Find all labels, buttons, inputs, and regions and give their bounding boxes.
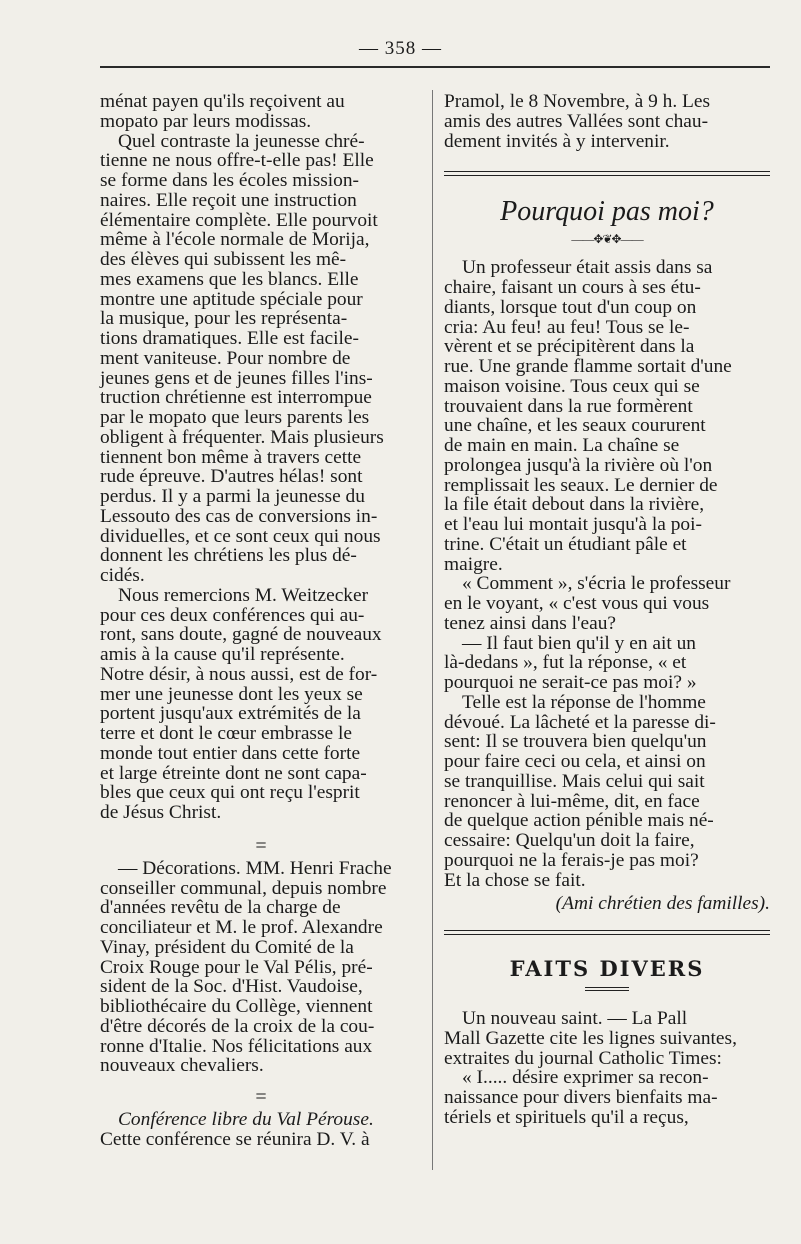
- text-line: Et la chose se fait.: [444, 869, 586, 891]
- text-line: pourquoi ne serait-ce pas moi? »: [444, 672, 697, 693]
- text-line: ménat payen qu'ils reçoivent au: [100, 91, 345, 112]
- text-line: truction chrétienne est interrompue: [100, 387, 372, 409]
- text-line: de main en main. La chaîne se: [444, 435, 680, 456]
- text-line: chaire, faisant un cours à ses étu-: [444, 277, 701, 298]
- text-line: extraites du journal Catholic Times:: [444, 1047, 722, 1069]
- text-line: cidés.: [100, 565, 145, 586]
- text-line: prolongea jusqu'à la rivière où l'on: [444, 454, 713, 476]
- text-line: — Il faut bien qu'il y en ait un: [462, 632, 696, 654]
- text-line: Lessouto des cas de conversions in-: [100, 505, 378, 527]
- text-line: perdus. Il y a parmi la jeunesse du: [100, 486, 365, 507]
- text-line: portent jusqu'aux extrémités de la: [100, 703, 361, 725]
- text-line: conseiller communal, depuis nombre: [100, 877, 387, 899]
- text-line: amis à la cause qu'il représente.: [100, 644, 345, 665]
- text-line: d'années revêtu de la charge de: [100, 897, 341, 919]
- text-line: Un nouveau saint. — La Pall: [462, 1008, 688, 1029]
- text-line: amis des autres Vallées sont chau-: [444, 110, 709, 132]
- section-heading: FAITS DIVERS: [509, 956, 705, 981]
- text-line: tiennent bon même à travers cette: [100, 446, 362, 468]
- text-line: pourquoi ne la ferais-je pas moi?: [444, 849, 699, 871]
- text-line: Conférence libre du Val Pérouse.: [118, 1109, 374, 1130]
- text-line: monde tout entier dans cette forte: [100, 742, 361, 764]
- left-column: [100, 92, 422, 1150]
- text-line: donnent les chrétiens les plus dé-: [100, 545, 357, 567]
- text-line: bles que ceux qui ont reçu l'esprit: [100, 782, 360, 804]
- right-column: [444, 92, 770, 1128]
- text-line: se tranquillise. Mais celui qui sait: [444, 770, 705, 792]
- text-line: sident de la Soc. d'Hist. Vaudoise,: [100, 976, 363, 998]
- text-line: tériels et spirituels qu'il a reçus,: [444, 1106, 689, 1128]
- text-line: conciliateur et M. le prof. Alexandre: [100, 917, 383, 938]
- text-line: pour faire ceci ou cela, et ainsi on: [444, 751, 706, 772]
- text-line: cria: Au feu! au feu! Tous se le-: [444, 316, 690, 338]
- text-line: là-dedans », fut la réponse, « et: [444, 652, 687, 674]
- text-line: Un professeur était assis dans sa: [462, 257, 713, 279]
- text-line: mes examens que les blancs. Elle: [100, 268, 359, 290]
- text-line: même à l'école normale de Morija,: [100, 229, 370, 251]
- text-line: de quelque action pénible mais né-: [444, 810, 714, 832]
- text-line: remplissait les seaux. Le dernier de: [444, 474, 718, 496]
- text-line: Pramol, le 8 Novembre, à 9 h. Les: [444, 91, 711, 112]
- text-line: dividuelles, et ce sont ceux qui nous: [100, 525, 381, 547]
- text-line: une chaîne, et les seaux coururent: [444, 415, 706, 437]
- separator: =: [255, 834, 267, 857]
- text-line: Nous remercions M. Weitzecker: [118, 584, 369, 606]
- text-line: Mall Gazette cite les lignes suivantes,: [444, 1027, 737, 1049]
- text-line: et l'eau lui montait jusqu'à la poi-: [444, 514, 702, 535]
- text-line: tienne ne nous offre-t-elle pas! Elle: [100, 150, 374, 172]
- text-line: rude épreuve. D'autres hélas! sont: [100, 466, 363, 488]
- text-line: mer une jeunesse dont les yeux se: [100, 683, 363, 705]
- article-source: (Ami chrétien des familles).: [555, 893, 770, 915]
- text-line: et large étreinte dont ne sont capa-: [100, 762, 367, 784]
- text-line: Telle est la réponse de l'homme: [462, 691, 706, 713]
- text-line: obligent à fréquenter. Mais plusieurs: [100, 426, 384, 448]
- text-line: la file était debout dans la rivière,: [444, 494, 705, 516]
- text-line: « Comment », s'écria le professeur: [462, 573, 731, 595]
- text-line: élémentaire complète. Elle pourvoit: [100, 209, 378, 231]
- text-line: nouveaux chevaliers.: [100, 1055, 264, 1077]
- text-line: rue. Une grande flamme sortait d'une: [444, 356, 732, 377]
- text-line: ront, sans doute, gagné de nouveaux: [100, 624, 382, 646]
- text-line: Quel contraste la jeunesse chré-: [118, 130, 365, 152]
- text-line: sent: Il se trouvera bien quelqu'un: [444, 731, 707, 753]
- text-line: des élèves qui subissent les mê-: [100, 249, 347, 270]
- text-line: terre et dont le cœur embrasse le: [100, 723, 352, 744]
- text-line: la musique, pour les représenta-: [100, 308, 348, 330]
- column-divider: [432, 90, 433, 1170]
- text-line: renoncer à lui-même, dit, en face: [444, 790, 700, 812]
- text-line: par le mopato que leurs parents les: [100, 407, 370, 428]
- text-line: — Décorations. MM. Henri Frache: [118, 857, 392, 879]
- separator: =: [255, 1086, 267, 1108]
- text-line: Croix Rouge pour le Val Pélis, pré-: [100, 956, 373, 978]
- text-line: d'être décorés de la croix de la cou-: [100, 1015, 375, 1037]
- text-line: de Jésus Christ.: [100, 802, 222, 823]
- text-line: se forme dans les écoles mission-: [100, 170, 360, 191]
- text-line: bibliothécaire du Collège, viennent: [100, 996, 373, 1017]
- text-line: jeunes gens et de jeunes filles l'ins-: [100, 367, 373, 389]
- text-line: maigre.: [444, 553, 503, 575]
- article-title: Pourquoi pas moi?: [500, 196, 714, 228]
- text-line: tenez ainsi dans l'eau?: [444, 612, 617, 634]
- text-line: ronne d'Italie. Nos félicitations aux: [100, 1035, 373, 1057]
- text-line: dévoué. La lâcheté et la paresse di-: [444, 711, 716, 733]
- fleuron-ornament: ——✥❦✥——: [571, 232, 643, 247]
- header-rule: [100, 66, 770, 68]
- text-line: naires. Elle reçoit une instruction: [100, 189, 357, 211]
- text-line: trouvaient dans la rue formèrent: [444, 395, 693, 417]
- text-line: « I..... désire exprimer sa recon-: [462, 1067, 709, 1089]
- text-line: cessaire: Quelqu'un doit la faire,: [444, 830, 695, 851]
- text-line: dement invités à y intervenir.: [444, 130, 670, 152]
- text-line: en le voyant, « c'est vous qui vous: [444, 593, 710, 614]
- text-line: trine. C'était un étudiant pâle et: [444, 533, 687, 555]
- text-line: naissance pour divers bienfaits ma-: [444, 1087, 718, 1108]
- text-line: Cette conférence se réunira D. V. à: [100, 1128, 370, 1150]
- text-line: diants, lorsque tout d'un coup on: [444, 296, 697, 318]
- text-line: ment vaniteuse. Pour nombre de: [100, 347, 351, 369]
- text-line: pour ces deux conférences qui au-: [100, 604, 365, 626]
- text-line: vèrent et se précipitèrent dans la: [444, 336, 695, 358]
- text-line: montre une aptitude spéciale pour: [100, 288, 363, 310]
- text-line: Notre désir, à nous aussi, est de for-: [100, 663, 378, 685]
- page-number: — 358 —: [359, 38, 442, 59]
- text-line: mopato par leurs modissas.: [100, 110, 312, 132]
- text-line: tions dramatiques. Elle est facile-: [100, 328, 359, 349]
- text-line: maison voisine. Tous ceux qui se: [444, 375, 700, 397]
- text-line: Vinay, président du Comité de la: [100, 936, 354, 958]
